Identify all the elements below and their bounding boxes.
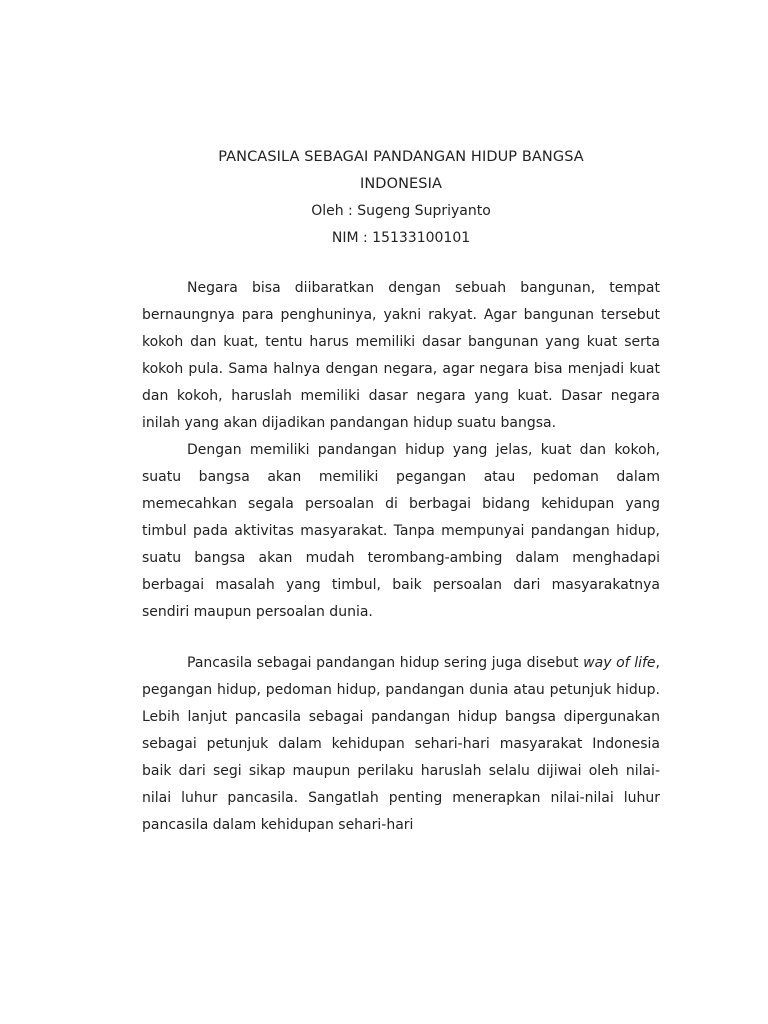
author-line: Oleh : Sugeng Supriyanto: [311, 203, 491, 219]
paragraph-3-italic-phrase: way of life: [583, 655, 656, 671]
paragraph-2: Dengan memiliki pandangan hidup yang jelas, kuat dan kokoh, suatu bangsa akan memiliki pegangan atau pedoman dalam memecahkan segala persoalan di berbagai bidang kehidupan yang timbul pada aktivitas masyarakat. Tanpa mempunyai pandangan hidup, suatu bangsa akan mudah terombang-ambing dalam menghadapi berbagai masalah yang timbul, baik persoalan dari masyarakatnya sendiri maupun persoalan dunia.: [142, 442, 660, 620]
paragraph-3-text-before: Pancasila sebagai pandangan hidup sering juga disebut: [187, 655, 584, 671]
document-title-line-1: PANCASILA SEBAGAI PANDANGAN HIDUP BANGSA: [218, 149, 584, 165]
document-body: [142, 144, 660, 839]
nim-line: NIM : 15133100101: [331, 230, 471, 246]
paragraph-1: Negara bisa diibaratkan dengan sebuah bangunan, tempat bernaungnya para penghuninya, yakni rakyat. Agar bangunan tersebut kokoh dan kuat, tentu harus memiliki dasar bangunan yang kuat serta kokoh pula. Sama halnya dengan negara, agar negara bisa menjadi kuat dan kokoh, haruslah memiliki dasar negara yang kuat. Dasar negara inilah yang akan dijadikan pandangan hidup suatu bangsa.: [142, 280, 660, 431]
document-title-line-2: INDONESIA: [359, 176, 442, 192]
paragraph-3-text-after: , pegangan hidup, pedoman hidup, pandangan dunia atau petunjuk hidup. Lebih lanjut pancasila sebagai pandangan hidup bangsa dipergunakan sebagai petunjuk dalam kehidupan sehari-hari masyarakat Indonesia baik dari segi sikap maupun perilaku haruslah selalu dijiwai oleh nilai-nilai luhur pancasila. Sangatlah penting menerapkan nilai-nilai luhur pancasila dalam kehidupan sehari-hari: [142, 655, 660, 833]
paragraph-3: [142, 650, 660, 839]
title-block: [142, 144, 660, 252]
